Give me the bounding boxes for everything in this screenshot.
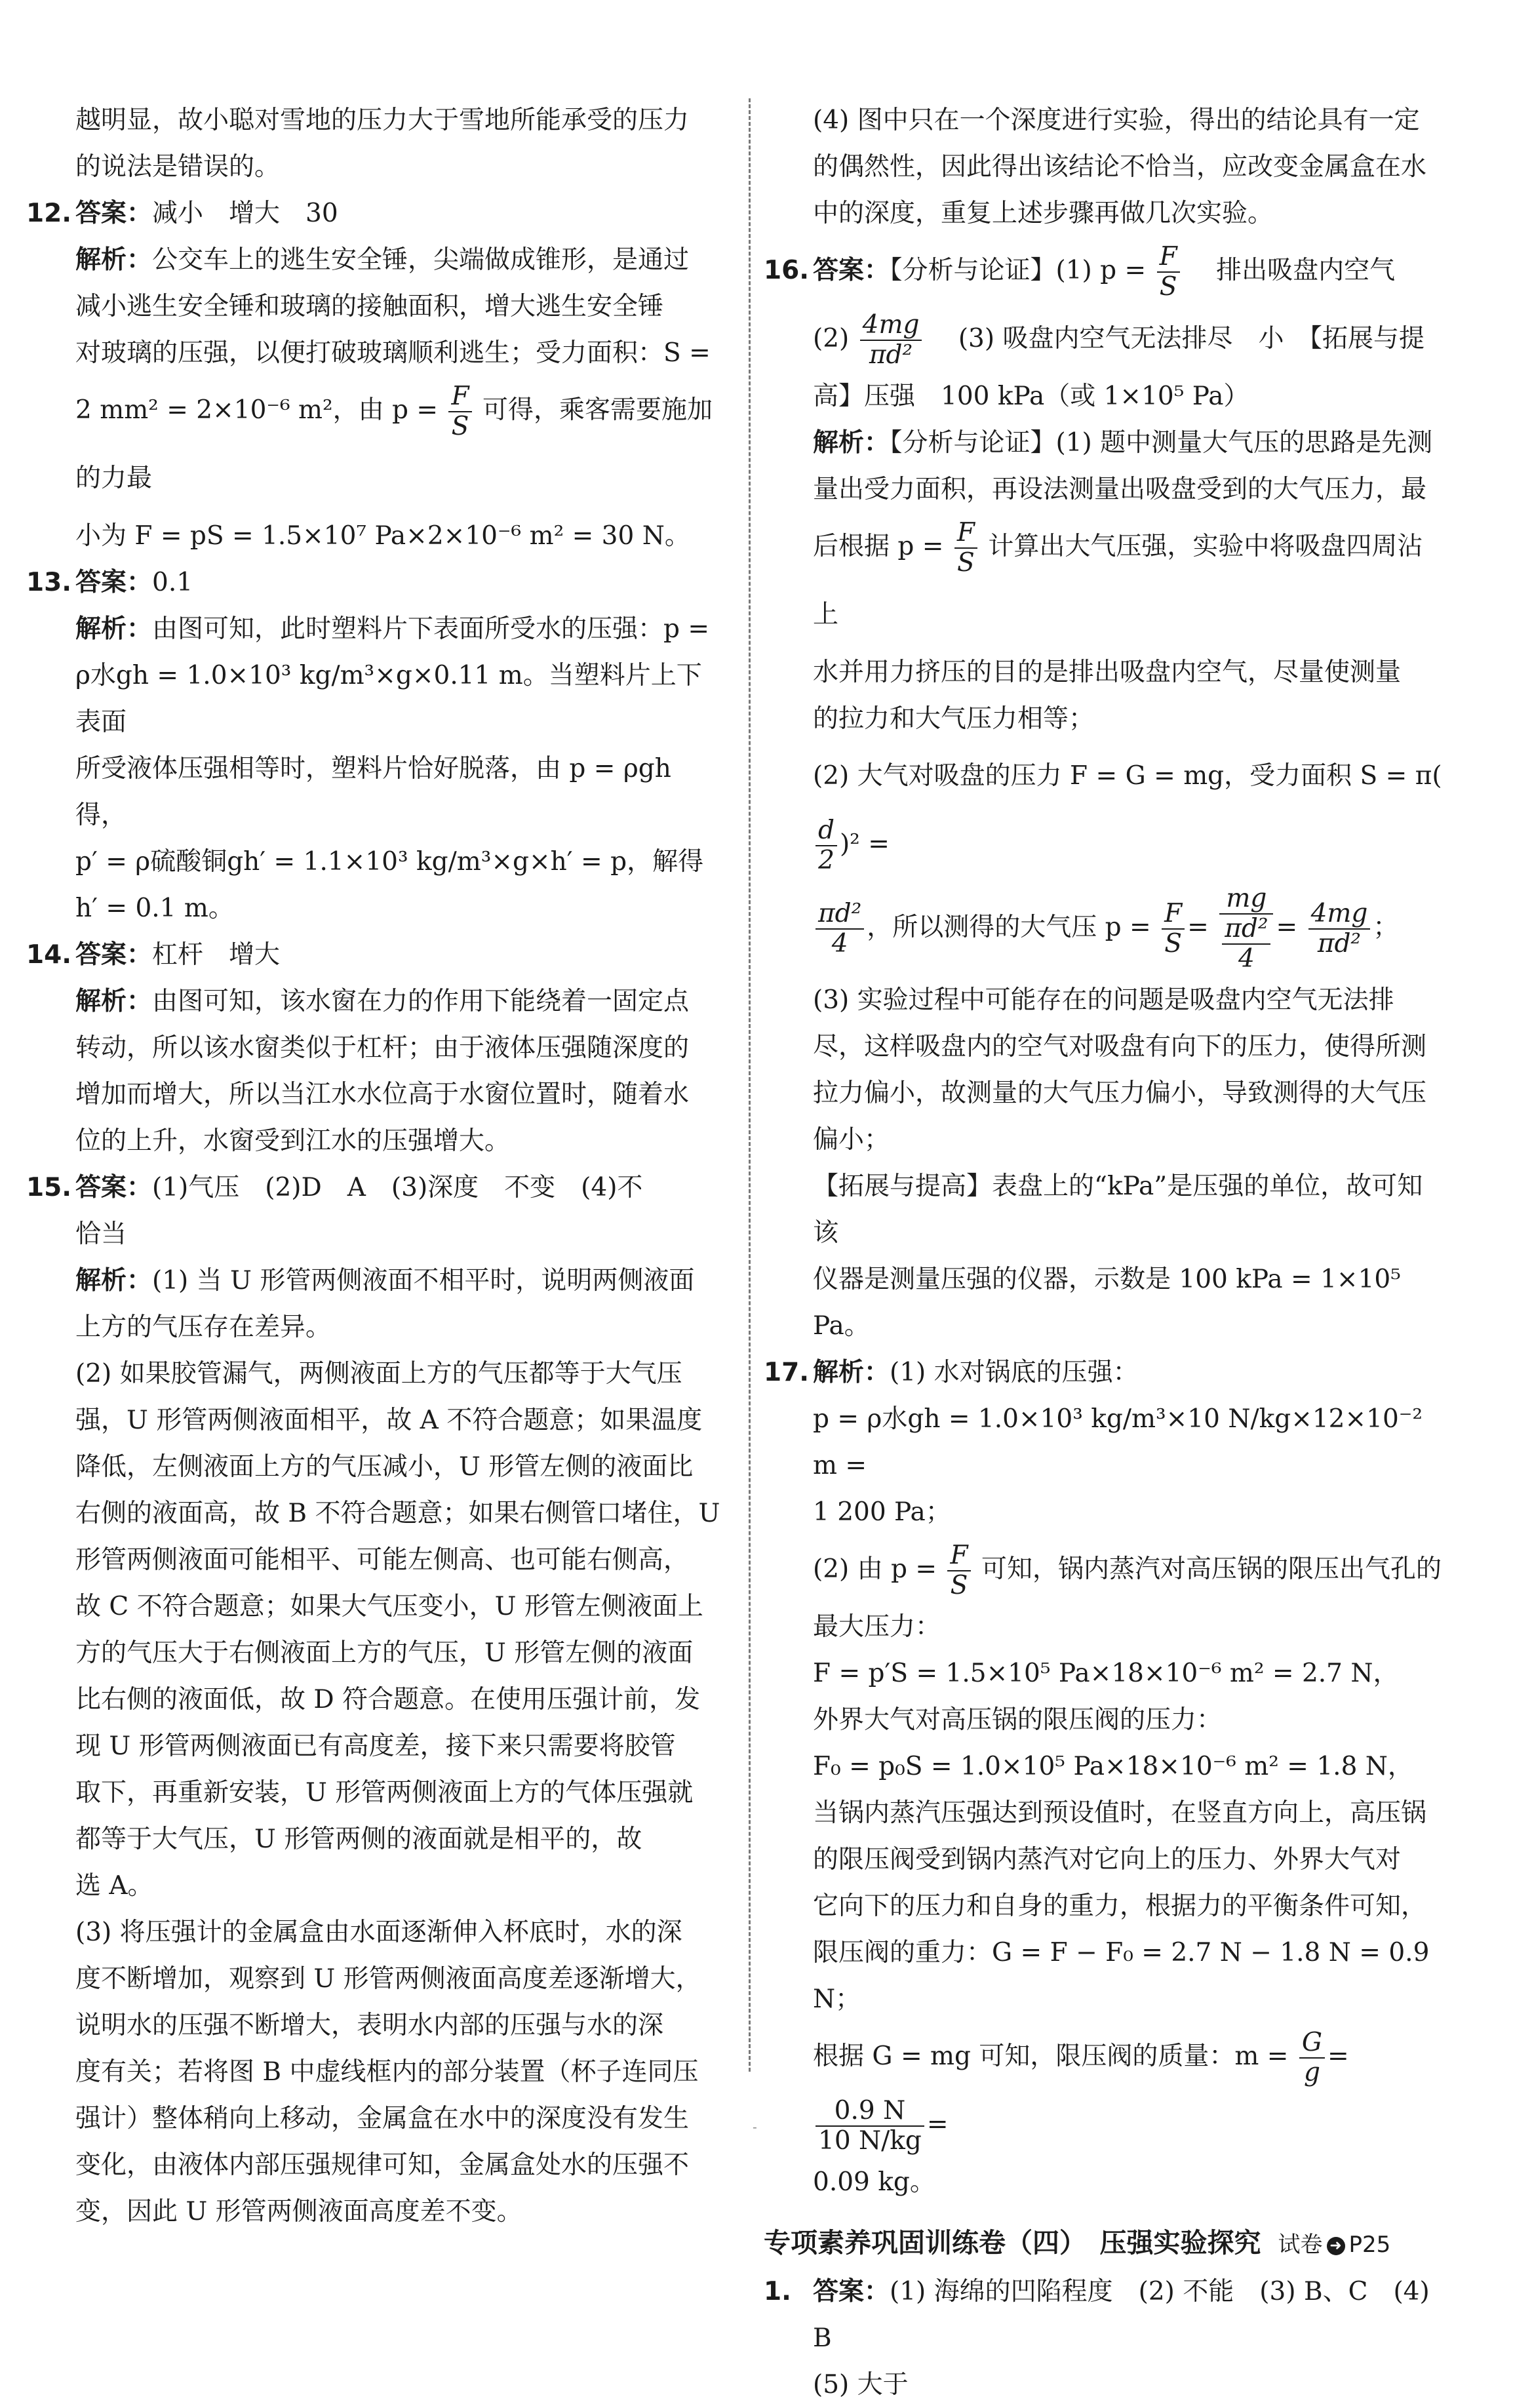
- text-line: 转动，所以该水窗类似于杠杆；由于液体压强随深度的: [75, 1033, 690, 1063]
- analysis-line: [75, 978, 721, 1025]
- analysis-line: [75, 1257, 721, 1304]
- numerator: 4mg: [860, 311, 922, 341]
- text-line: 0.09 kg。: [813, 2167, 935, 2197]
- nested-fraction: [1222, 915, 1270, 974]
- question-14: [26, 932, 721, 1164]
- text-line: 量出受力面积，再设法测量出吸盘受到的大气压力，最: [813, 475, 1427, 504]
- text-line: (3) 实验过程中可能存在的问题是吸盘内空气无法排: [813, 985, 1394, 1015]
- question-number: 12.: [26, 199, 72, 228]
- text-line: 水并用力挤压的目的是排出吸盘内空气，尽量使测量: [813, 658, 1402, 687]
- answer-line: [75, 932, 721, 978]
- fraction-F-over-S: [947, 1541, 970, 1600]
- fraction-mg-over-pid2-4: [1219, 884, 1273, 974]
- text-line: F₀ = p₀S = 1.0×10⁵ Pa×18×10⁻⁶ m² = 1.8 N，: [813, 1752, 1413, 1781]
- text-line: ρ水gh = 1.0×10³ kg/m³×g×0.11 m。当塑料片上下表面: [75, 661, 702, 737]
- text-line: F = p′S = 1.5×10⁵ Pa×18×10⁻⁶ m² = 2.7 N，: [813, 1659, 1399, 1688]
- answer-text: 0.1: [152, 568, 193, 597]
- text-line: 的限压阀受到锅内蒸汽对它向上的压力、外界大气对: [813, 1845, 1402, 1874]
- text-line: 度不断增加，观察到 U 形管两侧液面高度差逐渐增大，: [75, 1964, 701, 1994]
- text-line: 位的上升，水窗受到江水的压强增大。: [75, 1126, 511, 1156]
- text-line: 减小逃生安全锤和玻璃的接触面积，增大逃生安全锤: [75, 292, 664, 321]
- text-line: (4) 图中只在一个深度进行实验，得出的结论具有一定: [813, 106, 1420, 135]
- footer-mark: -: [753, 2119, 757, 2135]
- denominator: g: [1303, 2058, 1320, 2087]
- text-line: 说明水的压强不断增大，表明水内部的压强与水的深: [75, 2011, 664, 2040]
- text-segment: 计算出大气压强，实验中将吸盘四周沾上: [813, 532, 1423, 629]
- formula-line: [813, 1535, 1445, 1604]
- analysis-label: 解析：: [813, 1358, 890, 1387]
- text-line: 所受液体压强相等时，塑料片恰好脱落，由 p = ρgh 得，: [75, 754, 671, 830]
- question-17: [764, 1349, 1445, 2205]
- text-line: 右侧的液面高，故 B 不符合题意；如果右侧管口堵住，U: [75, 1499, 720, 1528]
- answer-label: 答案：: [75, 199, 153, 228]
- text-line: 它向下的压力和自身的重力，根据力的平衡条件可知，: [813, 1891, 1427, 1921]
- text-line: 现 U 形管两侧液面已有高度差，接下来只需要将胶管: [75, 1731, 676, 1761]
- denominator: S: [1164, 929, 1182, 958]
- formula-line: [75, 376, 721, 513]
- denominator: S: [957, 548, 975, 578]
- fraction-G-over-g: [1299, 2028, 1325, 2087]
- denominator: πd²: [869, 340, 913, 370]
- text-line: 变化，由液体内部压强规律可知，金属盒处水的压强不: [75, 2150, 690, 2180]
- text-line: 方的气压大于右侧液面上方的气压，U 形管左侧的液面: [75, 1638, 694, 1668]
- text-line: 的说法是错误的。: [75, 152, 281, 182]
- question-13: [26, 559, 721, 932]
- text-line: 越明显，故小聪对雪地的压力大于雪地所能承受的压力: [75, 106, 690, 135]
- formula-line: $\frac{\text{πd²}}{4}$ ，所以测得的大气压 p = $\frac{F}{S}$ = $\frac{mg}{\frac{\text{πd²}}{4}}$ = $\frac{4mg}{\text{πd²}}$ ；: [813, 878, 1445, 977]
- arrow-right-icon: ➜: [1327, 2237, 1345, 2255]
- fraction-d-over-2: [815, 816, 837, 875]
- text-line: 偏小；: [813, 1125, 890, 1155]
- answer-text: 杠杆 增大: [152, 940, 281, 970]
- text-segment: 根据 G = mg 可知，限压阀的质量：m =: [813, 2042, 1289, 2071]
- analysis-line: [75, 606, 721, 652]
- text-line: 【分析与论证】(1) 题中测量大气压的思路是先测: [890, 428, 1433, 458]
- prev-answer-continuation: [26, 97, 721, 190]
- numerator: mg: [1219, 884, 1273, 915]
- text-line: 对玻璃的压强，以便打破玻璃顺利逃生；受力面积：S =: [75, 338, 711, 368]
- numerator: F: [954, 519, 977, 549]
- denominator: S: [1159, 272, 1177, 302]
- question-16: [764, 237, 1445, 1349]
- text-line: 降低，左侧液面上方的气压减小，U 形管左侧的液面比: [75, 1452, 694, 1482]
- fraction-4mg-over-pid2: [1308, 899, 1371, 958]
- answer-line: [813, 237, 1445, 305]
- answer-label: 答案：: [75, 1173, 153, 1202]
- text-line: 当锅内蒸汽压强达到预设值时，在竖直方向上，高压锅: [813, 1798, 1427, 1828]
- numerator: 0.9 N: [815, 2097, 924, 2127]
- text-line: 强计）整体稍向上移动，金属盒在水中的深度没有发生: [75, 2104, 690, 2133]
- text-line: (1) 水对锅底的压强：: [890, 1358, 1139, 1387]
- numerator: F: [448, 382, 471, 412]
- text-line: 尽，这样吸盘内的空气对吸盘有向下的压力，使得所测: [813, 1032, 1427, 1061]
- denominator: 2: [818, 846, 835, 875]
- answer-label: 答案：: [813, 256, 890, 285]
- question-number: 17.: [764, 1358, 810, 1387]
- text-line: (3) 将压强计的金属盒由水面逐渐伸入杯底时，水的深: [75, 1918, 682, 1947]
- text-line: 上方的气压存在差异。: [75, 1313, 332, 1342]
- text-line: 由图可知，此时塑料片下表面所受水的压强：p =: [152, 614, 710, 644]
- text-line: p′ = ρ硫酸铜gh′ = 1.1×10³ kg/m³×g×h′ = p，解得 h′ = 0.1 m。: [75, 847, 704, 923]
- text-line: 比右侧的液面低，故 D 符合题意。在使用压强计前，发: [75, 1685, 701, 1714]
- equals-sign: =: [1327, 2042, 1349, 2071]
- text-line: 外界大气对高压锅的限压阀的压力：: [813, 1705, 1223, 1735]
- numerator: πd²: [815, 899, 864, 930]
- formula-line: [813, 513, 1445, 649]
- answer-text: (1)气压 (2)D A (3)深度 不变 (4)不: [152, 1173, 643, 1202]
- fraction-F-over-S: [954, 519, 977, 578]
- section-heading: [764, 2220, 1445, 2268]
- question-number: 15.: [26, 1173, 72, 1202]
- numerator: πd²: [1222, 915, 1270, 945]
- text-line: 由图可知，该水窗在力的作用下能绕着一固定点: [152, 987, 690, 1016]
- text-line: 公交车上的逃生安全锤，尖端做成锥形，是通过: [152, 245, 690, 275]
- question-15-continuation: [764, 97, 1445, 237]
- denominator: S: [950, 1571, 968, 1600]
- text-line: 都等于大气压，U 形管两侧的液面就是相平的，故: [75, 1825, 642, 1854]
- answer-text: 高】压强 100 kPa（或 1×10⁵ Pa）: [813, 382, 1249, 411]
- analysis-label: 解析：: [75, 1266, 153, 1295]
- answer-line: [75, 190, 721, 237]
- text-line: 度有关；若将图 B 中虚线框内的部分装置（杯子连同压: [75, 2057, 699, 2087]
- section-title: 专项素养巩固训练卷（四） 压强实验探究: [764, 2227, 1261, 2259]
- question-12: [26, 190, 721, 559]
- text-line: 中的深度，重复上述步骤再做几次实验。: [813, 199, 1274, 228]
- answer-line: [813, 2268, 1445, 2361]
- analysis-label: 解析：: [813, 428, 890, 458]
- equals-sign: =: [1187, 913, 1209, 942]
- analysis-line: [75, 237, 721, 283]
- answer-label: 答案：: [75, 568, 153, 597]
- denominator: [1219, 915, 1273, 974]
- text-line: (1) 当 U 形管两侧液面不相平时，说明两侧液面: [152, 1266, 695, 1295]
- fraction-F-over-S: [1157, 243, 1180, 302]
- text-line: 的拉力和大气压力相等；: [813, 704, 1095, 734]
- answer-text: 恰当: [75, 1219, 127, 1249]
- numerator: d: [815, 816, 837, 846]
- numerator: F: [1162, 899, 1185, 930]
- analysis-line: [813, 420, 1445, 466]
- text-line: (2) 如果胶管漏气，两侧液面上方的气压都等于大气压: [75, 1359, 682, 1389]
- text-segment: (2): [813, 324, 850, 353]
- answer-line: [813, 305, 1445, 373]
- text-line: 取下，再重新安装，U 形管两侧液面上方的气体压强就: [75, 1778, 694, 1807]
- text-segment: 可知，锅内蒸汽对高压锅的限压出气孔的: [981, 1554, 1442, 1584]
- text-line: 的偶然性，因此得出该结论不恰当，应改变金属盒在水: [813, 152, 1427, 182]
- text-line: 限压阀的重力：G = F − F₀ = 2.7 N − 1.8 N = 0.9 N；: [813, 1938, 1430, 2014]
- question-number: 16.: [764, 256, 810, 285]
- ref-label: 试卷: [1278, 2232, 1323, 2258]
- denominator: S: [451, 412, 469, 441]
- formula-line: [813, 2023, 1445, 2159]
- text-line: 最大压力：: [813, 1612, 941, 1642]
- text-line: 1 200 Pa；: [813, 1497, 951, 1527]
- fraction-F-over-S: [448, 382, 471, 441]
- column-divider: [749, 98, 751, 2072]
- answer-text: (1) 海绵的凹陷程度 (2) 不能 (3) B、C (4) B: [813, 2277, 1430, 2353]
- text-line: 变，因此 U 形管两侧液面高度差不变。: [75, 2197, 522, 2226]
- text-segment: (2) 由 p =: [813, 1554, 937, 1584]
- text-segment: )² =: [839, 829, 890, 859]
- section-question-1: [764, 2268, 1445, 2408]
- answer-label: 答案：: [75, 940, 153, 970]
- numerator: G: [1299, 2028, 1325, 2059]
- ref-page: P25: [1348, 2232, 1391, 2258]
- question-number: 1.: [764, 2277, 791, 2306]
- analysis-label: 解析：: [75, 245, 153, 275]
- denominator: 4: [1238, 944, 1255, 974]
- text-line: 强，U 形管两侧液面相平，故 A 不符合题意；如果温度: [75, 1406, 703, 1435]
- text-line: p = ρ水gh = 1.0×10³ kg/m³×10 N/kg×12×10⁻² m =: [813, 1404, 1423, 1480]
- fraction-pid2-over-4: [815, 899, 864, 958]
- text-segment: 后根据 p =: [813, 532, 944, 561]
- text-segment: 【分析与论证】(1) p =: [890, 256, 1147, 285]
- equals-sign: =: [926, 2110, 949, 2139]
- answer-label: 答案：: [813, 2277, 890, 2306]
- numerator: 4mg: [1308, 899, 1371, 930]
- formula-line: [813, 742, 1445, 878]
- text-line: 拉力偏小，故测量的大气压力偏小，导致测得的大气压: [813, 1078, 1427, 1108]
- text-segment: 排出吸盘内空气: [1190, 256, 1396, 285]
- text-line: 【拓展与提高】表盘上的“kPa”是压强的单位，故可知该: [813, 1172, 1423, 1248]
- fraction-mass: [815, 2097, 924, 2156]
- analysis-label: 解析：: [75, 987, 153, 1016]
- text-segment: 2 mm² = 2×10⁻⁶ m²，由 p =: [75, 395, 439, 425]
- answer-text: (5) 大于: [813, 2370, 909, 2399]
- left-column: [26, 97, 721, 2235]
- question-number: 13.: [26, 568, 72, 597]
- analysis-label: 解析：: [75, 614, 153, 644]
- text-segment: (2) 大气对吸盘的压力 F = G = mg，受力面积 S = π(: [813, 761, 1442, 791]
- text-segment: 可得，乘客需要施加的力最: [75, 395, 713, 493]
- fraction-F-over-S: [1162, 899, 1185, 958]
- denominator: 4: [831, 929, 848, 958]
- denominator: πd²: [1317, 929, 1362, 958]
- numerator: F: [1157, 243, 1180, 273]
- text-segment: (3) 吸盘内空气无法排尽 小 【拓展与提: [932, 324, 1425, 353]
- fraction-4mg-over-pid2: [860, 311, 922, 370]
- denominator: 10 N/kg: [818, 2126, 922, 2156]
- text-line: 形管两侧液面可能相平、可能左侧高、也可能右侧高，: [75, 1545, 690, 1575]
- text-line: 增加而增大，所以当江水水位高于水窗位置时，随着水: [75, 1080, 690, 1109]
- question-number: 14.: [26, 940, 72, 970]
- numerator: F: [947, 1541, 970, 1571]
- answer-line: [75, 559, 721, 606]
- text-segment: ，所以测得的大气压 p =: [867, 913, 1151, 942]
- analysis-line: [813, 1349, 1445, 1396]
- equals-sign: =: [1276, 913, 1298, 942]
- text-line: 小为 F = pS = 1.5×10⁷ Pa×2×10⁻⁶ m² = 30 N。: [75, 521, 690, 551]
- right-column: [764, 97, 1445, 2408]
- text-line: 故 C 不符合题意；如果大气压变小，U 形管左侧液面上: [75, 1592, 703, 1621]
- answer-line: [75, 1164, 721, 1211]
- page-reference[interactable]: [1278, 2232, 1391, 2258]
- text-line: 选 A。: [75, 1871, 153, 1901]
- answer-text: 减小 增大 30: [152, 199, 338, 228]
- text-line: 仪器是测量压强的仪器，示数是 100 kPa = 1×10⁵ Pa。: [813, 1265, 1401, 1341]
- question-15: [26, 1164, 721, 2235]
